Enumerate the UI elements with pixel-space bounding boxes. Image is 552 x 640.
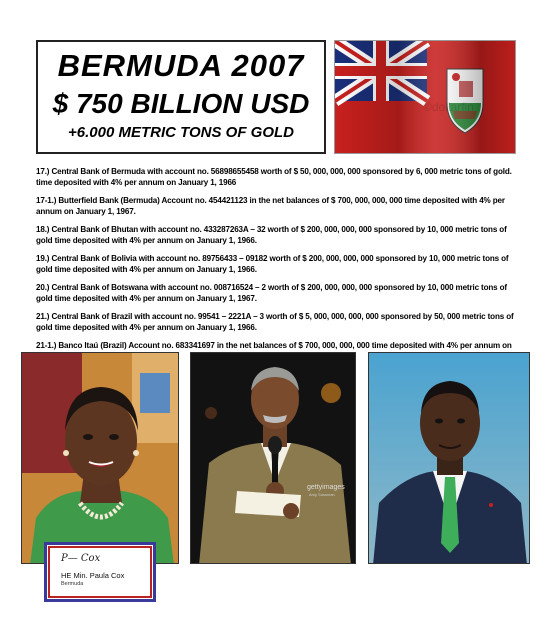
portrait-photo-man (368, 352, 530, 564)
getty-watermark: gettyimages (307, 484, 345, 491)
photo-credit: Amy Sussman (309, 492, 335, 497)
signature-place: Bermuda (61, 581, 84, 587)
title-box (36, 40, 326, 154)
title-amount: $ 750 BILLION USD (52, 88, 310, 119)
account-entry: 21-1.) Banco Itaú (Brazil) Account no. 683341697 in the net balances of $ 700, 000, 000, 000 time deposited with 4% per annum on (36, 341, 512, 350)
bermuda-flag-image (334, 40, 516, 154)
account-entry: 17-1.) Butterfield Bank (Bermuda) Account no. 454421123 in the net balances of $ 700, 000, 000, 000 time deposited with 4% per annum on January 1, 1967. (36, 196, 505, 216)
signature-card (44, 542, 156, 602)
account-entry: 20.) Central Bank of Botswana with account no. 008716524 – 2 worth of $ 200, 000, 000, 000 sponsored by 10, 000 metric tons of gold time deposited with 4% per annum on January 1, 1967. (36, 283, 507, 303)
speaker-photo-man (190, 352, 356, 564)
signature-name: HE Min. Paula Cox (61, 571, 125, 580)
portrait-photo-woman (21, 352, 179, 564)
title-heading: BERMUDA 2007 (57, 48, 305, 83)
account-entry: 19.) Central Bank of Bolivia with account no. 89756433 – 09182 worth of $ 200, 000, 000, 000 sponsored by 10, 000 metric tons of gold time deposited with 4% per annum on January 1, 1966. (36, 254, 509, 274)
flag-graphic (335, 41, 516, 154)
signature: P— Cox (61, 553, 101, 564)
portrait-man-graphic (369, 353, 530, 564)
flag-watermark: ©dollarfin (423, 100, 474, 114)
account-entry: 18.) Central Bank of Bhutan with account no. 433287263A – 32 worth of $ 200, 000, 000, 000 sponsored by 10, 000 metric tons of gold time deposited with 4% per annum on January 1, 1966. (36, 225, 507, 245)
speaker-graphic (191, 353, 356, 564)
account-entry: 21.) Central Bank of Brazil with account no. 99541 – 2221A – 3 worth of $ 5, 000, 000, 000, 000 sponsored by 50, 000 metric tons of gold time deposited with 4% per annum on January 1, 1966. (36, 312, 514, 332)
account-entry: 17.) Central Bank of Bermuda with account no. 56898655458 worth of $ 50, 000, 000, 000 sponsored by 6, 000 metric tons of gold. time deposited with 4% per annum on January 1, 1966 (36, 167, 512, 187)
portrait-graphic (22, 353, 179, 564)
title-gold: +6.000 METRIC TONS OF GOLD (67, 124, 295, 141)
account-list (36, 166, 520, 369)
